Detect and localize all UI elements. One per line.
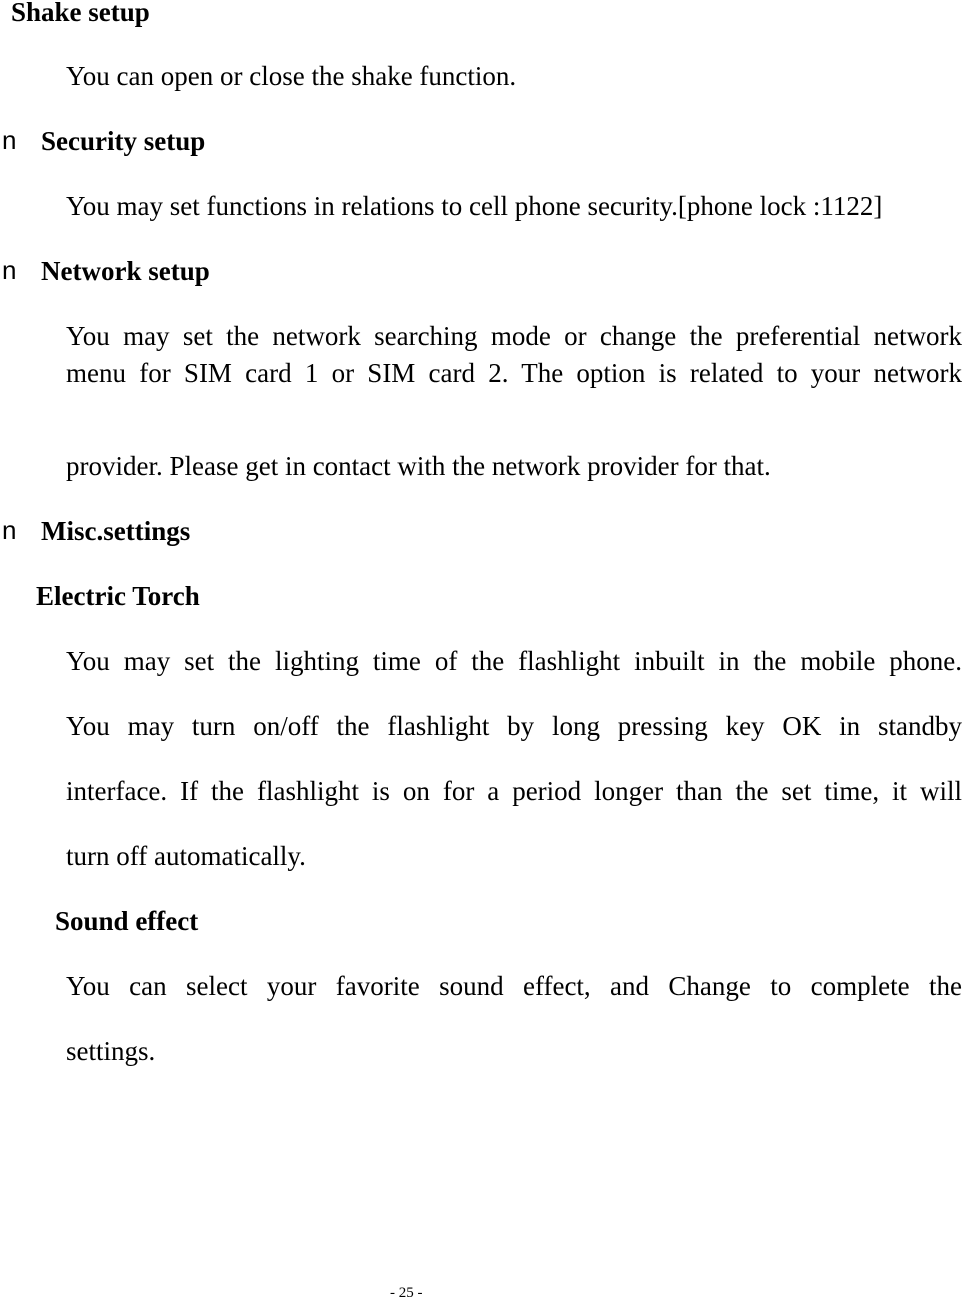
network-setup-text-line: You may set the network searching mode or change the preferential network bbox=[66, 321, 962, 351]
electric-torch-text-line: You may set the lighting time of the flashlight inbuilt in the mobile phone. bbox=[66, 646, 962, 676]
heading-network-setup: Network setup bbox=[41, 256, 210, 286]
electric-torch-text-line: You may turn on/off the flashlight by long pressing key OK in standby bbox=[66, 711, 962, 741]
electric-torch-text-line: turn off automatically. bbox=[66, 841, 306, 871]
security-setup-text: You may set functions in relations to cell phone security.[phone lock :1122] bbox=[66, 191, 883, 221]
heading-sound-effect: Sound effect bbox=[55, 906, 199, 936]
bullet-marker: n bbox=[2, 515, 17, 545]
bullet-marker: n bbox=[2, 255, 17, 285]
heading-shake-setup: Shake setup bbox=[11, 0, 150, 27]
heading-electric-torch: Electric Torch bbox=[36, 581, 200, 611]
heading-misc-settings: Misc.settings bbox=[41, 516, 191, 546]
page-number: - 25 - bbox=[390, 1285, 423, 1301]
sound-effect-text-line: You can select your favorite sound effect, and Change to complete the bbox=[66, 971, 962, 1001]
bullet-marker: n bbox=[2, 125, 17, 155]
sound-effect-text-line: settings. bbox=[66, 1036, 156, 1066]
electric-torch-text-line: interface. If the flashlight is on for a period longer than the set time, it will bbox=[66, 776, 962, 806]
network-setup-text-line: provider. Please get in contact with the network provider for that. bbox=[66, 451, 771, 481]
shake-setup-text: You can open or close the shake function. bbox=[66, 61, 517, 91]
heading-security-setup: Security setup bbox=[41, 126, 206, 156]
network-setup-text-line: menu for SIM card 1 or SIM card 2. The option is related to your network bbox=[66, 358, 962, 388]
